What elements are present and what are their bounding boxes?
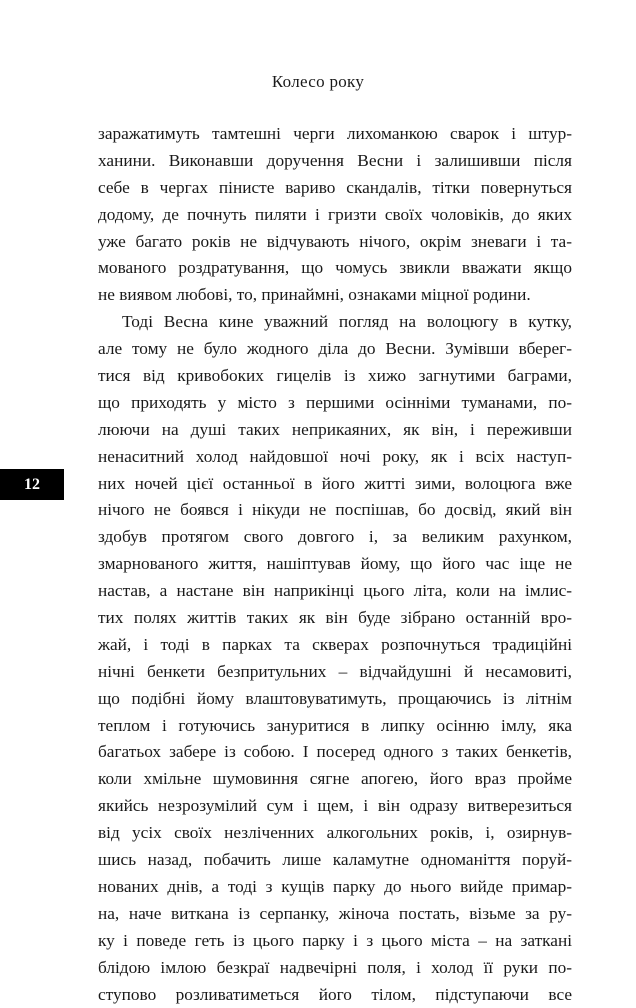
text-line: від усіх своїх незліченних алкогольних років, і, озирнув- xyxy=(98,820,572,847)
text-line: ненаситний холод найдовшої ночі року, як і всіх наступ- xyxy=(98,444,572,471)
text-line: що подібні йому влаштовуватимуть, прощаючись із літнім xyxy=(98,686,572,713)
text-line: себе в чергах пінисте вариво скандалів, тітки повернуться xyxy=(98,175,572,202)
body-text xyxy=(98,121,572,1008)
text-line: ку і поведе геть із цього парку і з цього міста – на заткані xyxy=(98,928,572,955)
text-line: змарнованого життя, нашіптував йому, що його час іще не xyxy=(98,551,572,578)
text-line: шись назад, побачить лише каламутне одноманіття поруй- xyxy=(98,847,572,874)
text-line: мованого роздратування, що чомусь звикли вважати якщо xyxy=(98,255,572,282)
text-line: не виявом любові, то, принаймні, ознаками міцної родини. xyxy=(98,282,572,309)
text-line: уже багато років не відчувають нічого, окрім зневаги і та- xyxy=(98,229,572,256)
text-line: настав, а настане він наприкінці цього літа, коли на імлис- xyxy=(98,578,572,605)
text-line: Тоді Весна кине уважний погляд на волоцюгу в кутку, xyxy=(98,309,572,336)
text-line: на, наче виткана із серпанку, жіноча постать, візьме за ру- xyxy=(98,901,572,928)
text-line: нованих днів, а тоді з кущів парку до нього вийде примар- xyxy=(98,874,572,901)
text-line: але тому не було жодного діла до Весни. Зумівши вберег- xyxy=(98,336,572,363)
text-line: нічого не боявся і нікуди не поспішав, бо досвід, який він xyxy=(98,497,572,524)
text-line: додому, де почнуть пиляти і гризти своїх чоловіків, до яких xyxy=(98,202,572,229)
text-line: ханини. Виконавши доручення Весни і залишивши після xyxy=(98,148,572,175)
text-line: них ночей цієї останньої в його житті зими, волоцюга вже xyxy=(98,471,572,498)
text-line: тих полях життів таких як він буде зібрано останній вро- xyxy=(98,605,572,632)
text-line: нічні бенкети безпритульних – відчайдушні й несамовиті, xyxy=(98,659,572,686)
text-line: заражатимуть тамтешні черги лихоманкою сварок і штур- xyxy=(98,121,572,148)
running-header-title: Колесо року xyxy=(0,72,636,92)
text-line: здобув протягом свого довгого і, за великим рахунком, xyxy=(98,524,572,551)
text-line: тися від кривобоких гицелів із хижо загнутими баграми, xyxy=(98,363,572,390)
paragraph-1 xyxy=(98,121,572,309)
text-line: ступово розливатиметься його тілом, підступаючи все xyxy=(98,982,572,1008)
text-line: теплом і готуючись зануритися в липку осінню імлу, яка xyxy=(98,713,572,740)
text-line: жай, і тоді в парках та скверах розпочнуться традиційні xyxy=(98,632,572,659)
text-line: коли хмільне шумовиння сягне апогею, його враз пройме xyxy=(98,766,572,793)
text-line: що приходять у місто з першими осінніми туманами, по- xyxy=(98,390,572,417)
page-number-tab: 12 xyxy=(0,469,64,500)
text-line: якийсь незрозумілий сум і щем, і він одразу витверезиться xyxy=(98,793,572,820)
text-line: блідою імлою безкраї надвечірні поля, і холод її руки по- xyxy=(98,955,572,982)
text-line: люючи на душі таких неприкаяних, як він, і переживши xyxy=(98,417,572,444)
paragraph-2 xyxy=(98,309,572,1008)
text-line: багатьох забере із собою. І посеред одного з таких бенкетів, xyxy=(98,739,572,766)
